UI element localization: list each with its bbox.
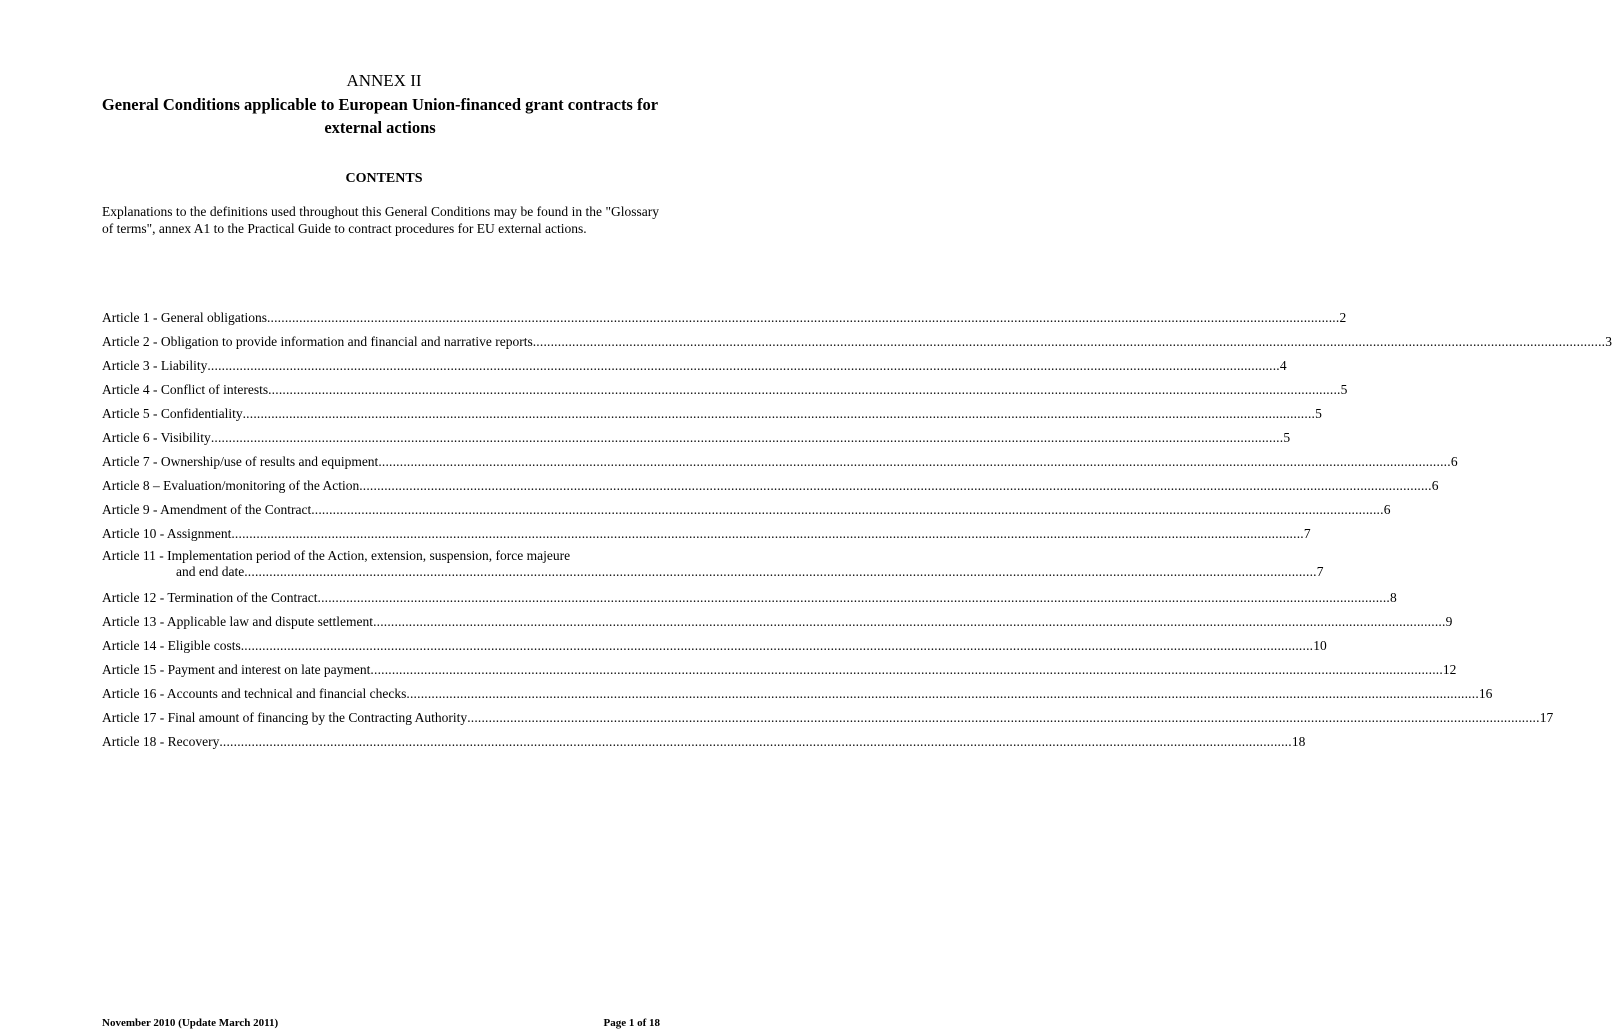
toc-entry[interactable] <box>102 660 1457 684</box>
toc-entry-label: Article 9 - Amendment of the Contract <box>102 502 312 517</box>
toc-page-number: 6 <box>1450 454 1458 469</box>
toc-entry[interactable] <box>102 684 1493 708</box>
toc-page-number: 12 <box>1442 662 1457 677</box>
toc-entry[interactable] <box>102 732 1306 756</box>
toc-page-number: 4 <box>1279 358 1287 373</box>
toc-leader-dots: ............................................................................................................................................................................................................................................................................................................ <box>242 406 1316 421</box>
toc-page-number: 16 <box>1478 686 1493 701</box>
toc-entry[interactable] <box>102 452 1458 476</box>
toc-leader-dots: ............................................................................................................................................................................................................................................................................................................ <box>219 734 1292 749</box>
toc-leader-dots: ............................................................................................................................................................................................................................................................................................................ <box>311 502 1384 517</box>
contents-heading: CONTENTS <box>345 171 423 186</box>
toc-entry-label: Article 7 - Ownership/use of results and equipment <box>102 454 379 469</box>
document-title: General Conditions applicable to European Union-financed grant contracts for external actions <box>101 95 659 137</box>
toc-leader-dots: ............................................................................................................................................................................................................................................................................................................ <box>373 614 1446 629</box>
toc-entry-label: Article 17 - Final amount of financing by the Contracting Authority <box>102 710 468 725</box>
footer-page-number: Page 1 of 18 <box>603 1017 660 1029</box>
toc-entry[interactable] <box>102 476 1439 500</box>
toc-entry-label: Article 10 - Assignment <box>102 526 232 541</box>
toc-leader-dots: ............................................................................................................................................................................................................................................................................................................ <box>406 686 1479 701</box>
toc-entry-label: Article 1 - General obligations <box>102 310 267 325</box>
toc-entry-label: Article 18 - Recovery <box>102 734 220 749</box>
toc-entry-label: Article 4 - Conflict of interests <box>102 382 269 397</box>
toc-page-number: 5 <box>1315 406 1322 421</box>
toc-leader-dots: ............................................................................................................................................................................................................................................................................................................ <box>207 358 1280 373</box>
table-of-contents <box>102 308 1612 756</box>
toc-leader-dots: ............................................................................................................................................................................................................................................................................................................ <box>266 310 1340 325</box>
toc-leader-dots: ............................................................................................................................................................................................................................................................................................................ <box>210 430 1284 445</box>
toc-entry-label: Article 3 - Liability <box>102 358 208 373</box>
toc-entry[interactable] <box>102 612 1453 636</box>
toc-page-number: 6 <box>1383 502 1391 517</box>
toc-leader-dots: ............................................................................................................................................................................................................................................................................................................ <box>378 454 1451 469</box>
toc-entry[interactable] <box>102 500 1391 524</box>
toc-entry[interactable] <box>102 356 1287 380</box>
toc-page-number: 9 <box>1445 614 1453 629</box>
toc-page-number: 5 <box>1340 382 1348 397</box>
toc-entry-label: Article 15 - Payment and interest on late payment <box>102 662 371 677</box>
toc-entry-label: Article 6 - Visibility <box>102 430 211 445</box>
toc-page-number: 2 <box>1339 310 1347 325</box>
toc-page-number: 5 <box>1283 430 1291 445</box>
toc-entry-label: Article 16 - Accounts and technical and financial checks <box>102 686 407 701</box>
toc-leader-dots: ............................................................................................................................................................................................................................................................................................................ <box>240 638 1314 653</box>
toc-entry[interactable] <box>102 308 1347 332</box>
toc-page-number: 3 <box>1605 334 1612 349</box>
toc-entry-label: Article 12 - Termination of the Contract <box>102 590 318 605</box>
toc-entry[interactable] <box>102 332 1612 356</box>
toc-page-number: 17 <box>1539 710 1554 725</box>
page-footer <box>102 1016 660 1030</box>
toc-entry-label-line2 <box>102 564 1324 580</box>
toc-entry-label: Article 2 - Obligation to provide information and financial and narrative reports <box>102 334 533 349</box>
intro-paragraph: Explanations to the definitions used throughout this General Conditions may be found in the "Glossary of terms", annex A1 to the Practical Guide to contract procedures for EU external actions. <box>102 204 659 236</box>
toc-leader-dots: ............................................................................................................................................................................................................................................................................................................ <box>370 662 1443 677</box>
toc-entry[interactable] <box>102 380 1348 404</box>
toc-entry-label: and end date <box>176 564 245 579</box>
toc-entry-label: Article 5 - Confidentiality <box>102 406 243 421</box>
toc-entry-label: Article 13 - Applicable law and dispute settlement <box>102 614 374 629</box>
toc-leader-dots: ............................................................................................................................................................................................................................................................................................................ <box>467 710 1540 725</box>
toc-entry[interactable] <box>102 404 1322 428</box>
toc-page-number: 8 <box>1390 590 1397 605</box>
toc-leader-dots: ............................................................................................................................................................................................................................................................................................................ <box>317 590 1390 605</box>
toc-page-number: 18 <box>1291 734 1306 749</box>
annex-title: ANNEX II <box>346 71 422 90</box>
toc-entry[interactable] <box>102 428 1291 452</box>
toc-page-number: 6 <box>1431 478 1439 493</box>
toc-page-number: 7 <box>1303 526 1311 541</box>
toc-leader-dots: ............................................................................................................................................................................................................................................................................................................ <box>244 564 1317 579</box>
toc-entry-label: Article 14 - Eligible costs <box>102 638 241 653</box>
toc-entry-label-line1: Article 11 - Implementation period of the Action, extension, suspension, force majeure <box>102 548 571 563</box>
toc-leader-dots: ............................................................................................................................................................................................................................................................................................................ <box>532 334 1606 349</box>
toc-entry[interactable] <box>102 524 1311 548</box>
toc-entry[interactable] <box>102 636 1327 660</box>
toc-entry-label: Article 8 – Evaluation/monitoring of the Action <box>102 478 360 493</box>
toc-leader-dots: ............................................................................................................................................................................................................................................................................................................ <box>268 382 1341 397</box>
toc-entry[interactable] <box>102 588 1397 612</box>
toc-page-number: 7 <box>1316 564 1324 579</box>
toc-leader-dots: ............................................................................................................................................................................................................................................................................................................ <box>359 478 1432 493</box>
toc-page-number: 10 <box>1313 638 1327 653</box>
footer-date: November 2010 (Update March 2011) <box>102 1017 279 1029</box>
toc-leader-dots: ............................................................................................................................................................................................................................................................................................................ <box>231 526 1304 541</box>
toc-entry[interactable] <box>102 708 1554 732</box>
toc-entry[interactable] <box>102 548 1324 588</box>
